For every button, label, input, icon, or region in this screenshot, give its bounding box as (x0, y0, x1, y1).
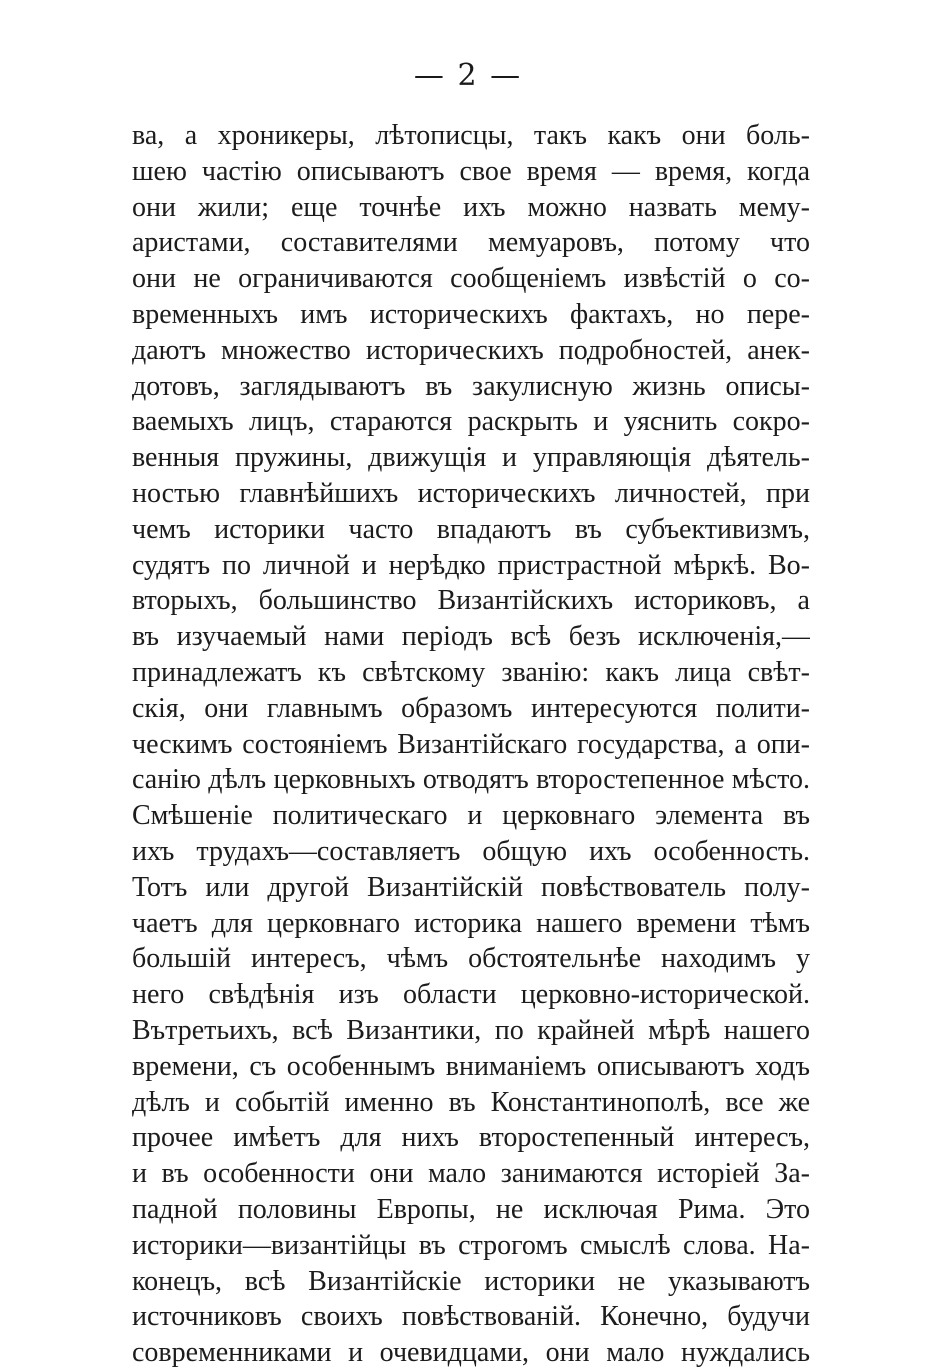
text-line: ихъ трудахъ—составляетъ общую ихъ особенность. (132, 835, 810, 867)
text-line: историки—византійцы въ строгомъ смыслѣ слова. На- (132, 1229, 810, 1261)
text-line: санію дѣлъ церковныхъ отводятъ второстепенное мѣсто. (132, 764, 810, 796)
text-line: ваемыхъ лицъ, стараются раскрыть и уяснить сокро- (132, 406, 810, 438)
text-line: Вътретьихъ, всѣ Византики, по крайней мѣрѣ нашего (132, 1014, 810, 1046)
text-line: венныя пружины, движущія и управляющія дѣятель- (132, 442, 810, 474)
text-line: ческимъ состояніемъ Византійскаго государства, а опи- (132, 728, 810, 760)
text-line: него свѣдѣнія изъ области церковно-исторической. (132, 979, 810, 1011)
text-line: падной половины Европы, не исключая Рима. Это (132, 1193, 810, 1225)
text-line: шею частію описываютъ свое время — время, когда (132, 155, 810, 187)
text-line: современниками и очевидцами, они мало нуждались (132, 1337, 810, 1369)
text-line: аристами, составителями мемуаровъ, потому что (132, 227, 810, 259)
text-line: временныхъ имъ историческихъ фактахъ, но пере- (132, 298, 810, 330)
text-line: принадлежатъ къ свѣтскому званію: какъ лица свѣт- (132, 656, 810, 688)
text-line: въ изучаемый нами періодъ всѣ безъ исключенія,— (132, 621, 810, 653)
text-line: большій интересъ, чѣмъ обстоятельнѣе находимъ у (132, 943, 810, 975)
text-line: даютъ множество историческихъ подробностей, анек- (132, 334, 810, 366)
text-line: конецъ, всѣ Византійскіе историки не указываютъ (132, 1265, 810, 1297)
text-line: ностью главнѣйшихъ историческихъ личностей, при (132, 477, 810, 509)
text-line: судятъ по личной и нерѣдко пристрастной мѣркѣ. Во- (132, 549, 810, 581)
text-line: они не ограничиваются сообщеніемъ извѣстій о со- (132, 263, 810, 295)
text-line: источниковъ своихъ повѣствованій. Конечно, будучи (132, 1301, 810, 1333)
text-line: чемъ историки часто впадаютъ въ субъективизмъ, (132, 513, 810, 545)
text-line: дѣлъ и событій именно въ Константинополѣ, все же (132, 1086, 810, 1118)
text-line: ва, а хроникеры, лѣтописцы, такъ какъ они боль- (132, 120, 810, 151)
text-line: времени, съ особеннымъ вниманіемъ описываютъ ходъ (132, 1050, 810, 1082)
text-line: дотовъ, заглядываютъ въ закулисную жизнь описы- (132, 370, 810, 402)
text-line: скія, они главнымъ образомъ интересуются полити- (132, 692, 810, 724)
text-line: чаетъ для церковнаго историка нашего времени тѣмъ (132, 907, 810, 939)
text-line: Смѣшеніе политическаго и церковнаго элемента въ (132, 800, 810, 832)
text-line: вторыхъ, большинство Византійскихъ историковъ, а (132, 585, 810, 617)
text-line: и въ особенности они мало занимаются исторіей За- (132, 1158, 810, 1190)
text-line: прочее имѣетъ для нихъ второстепенный интересъ, (132, 1122, 810, 1154)
body-text (132, 118, 810, 1371)
page-number: — 2 — (413, 58, 523, 93)
text-line: Тотъ или другой Византійскій повѣствователь полу- (132, 871, 810, 903)
text-line: они жили; еще точнѣе ихъ можно назвать мему- (132, 191, 810, 223)
